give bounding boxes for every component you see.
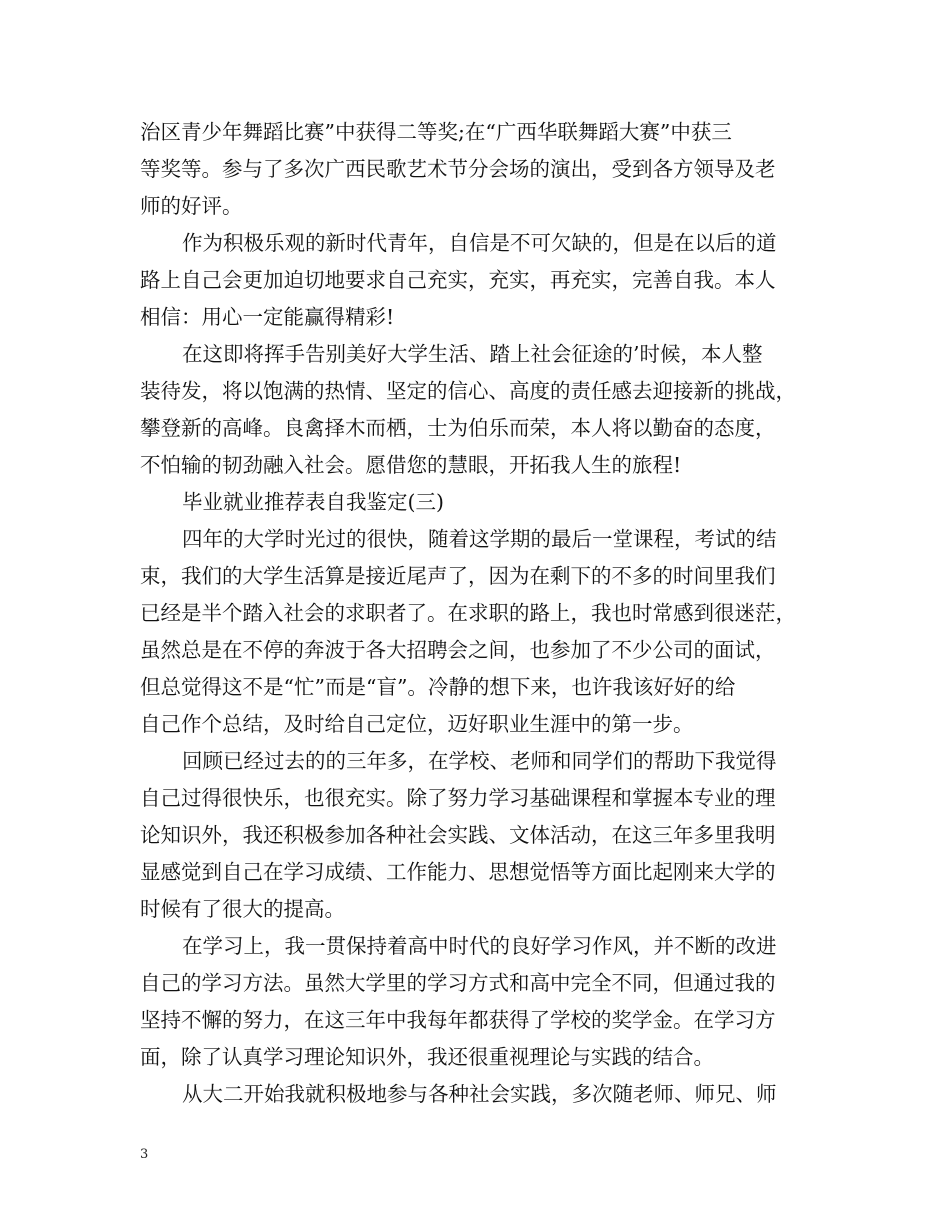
text-line: 自己作个总结，及时给自己定位，迈好职业生涯中的第一步。 — [140, 712, 694, 736]
text-line: 路上自己会更加迫切地要求自己充实，充实，再充实，完善自我。本人 — [140, 268, 776, 292]
text-line: 四年的大学时光过的很快，随着这学期的最后一堂课程，考试的结 — [182, 527, 777, 551]
text-line: 师的好评。 — [140, 194, 243, 218]
document-body — [140, 114, 820, 1113]
text-line: 回顾已经过去的的三年多，在学校、老师和同学们的帮助下我觉得 — [182, 749, 777, 773]
text-line: 坚持不懈的努力，在这三年中我每年都获得了学校的奖学金。在学习方 — [140, 1008, 776, 1032]
text-line: 但总觉得这不是“忙”而是“盲”。冷静的想下来，也许我该好好的给 — [140, 675, 736, 699]
text-line: 毕业就业推荐表自我鉴定(三) — [182, 490, 444, 514]
text-line: 攀登新的高峰。良禽择木而栖，士为伯乐而荣，本人将以勤奋的态度， — [140, 416, 776, 440]
text-line: 在学习上，我一贯保持着高中时代的良好学习作风，并不断的改进 — [182, 934, 777, 958]
text-line: 面，除了认真学习理论知识外，我还很重视理论与实践的结合。 — [140, 1045, 714, 1069]
text-line: 治区青少年舞蹈比赛”中获得二等奖;在“广西华联舞蹈大赛”中获三 — [140, 120, 732, 144]
text-line: 自己的学习方法。虽然大学里的学习方式和高中完全不同，但通过我的 — [140, 971, 776, 995]
text-line: 等奖等。参与了多次广西民歌艺术节分会场的演出，受到各方领导及老 — [140, 157, 776, 181]
text-line: 束，我们的大学生活算是接近尾声了，因为在剩下的不多的时间里我们 — [140, 564, 776, 588]
text-line: 论知识外，我还积极参加各种社会实践、文体活动，在这三年多里我明 — [140, 823, 776, 847]
text-line: 已经是半个踏入社会的求职者了。在求职的路上，我也时常感到很迷茫， — [140, 601, 796, 625]
text-line: 时候有了很大的提高。 — [140, 897, 345, 921]
text-line: 装待发，将以饱满的热情、坚定的信心、高度的责任感去迎接新的挑战， — [140, 379, 796, 403]
text-line: 在这即将挥手告别美好大学生活、踏上社会征途的’时候，本人整 — [182, 342, 763, 366]
text-line: 不怕输的韧劲融入社会。愿借您的慧眼，开拓我人生的旅程! — [140, 453, 682, 477]
text-line: 作为积极乐观的新时代青年，自信是不可欠缺的，但是在以后的道 — [182, 231, 777, 255]
text-line: 自己过得很快乐，也很充实。除了努力学习基础课程和掌握本专业的理 — [140, 786, 776, 810]
text-line: 虽然总是在不停的奔波于各大招聘会之间，也参加了不少公司的面试， — [140, 638, 776, 662]
page-number: 3 — [140, 1147, 149, 1162]
text-line: 相信：用心一定能赢得精彩! — [140, 305, 395, 329]
text-line: 从大二开始我就积极地参与各种社会实践，多次随老师、师兄、师 — [182, 1082, 777, 1106]
text-line: 显感觉到自己在学习成绩、工作能力、思想觉悟等方面比起刚来大学的 — [140, 860, 776, 884]
